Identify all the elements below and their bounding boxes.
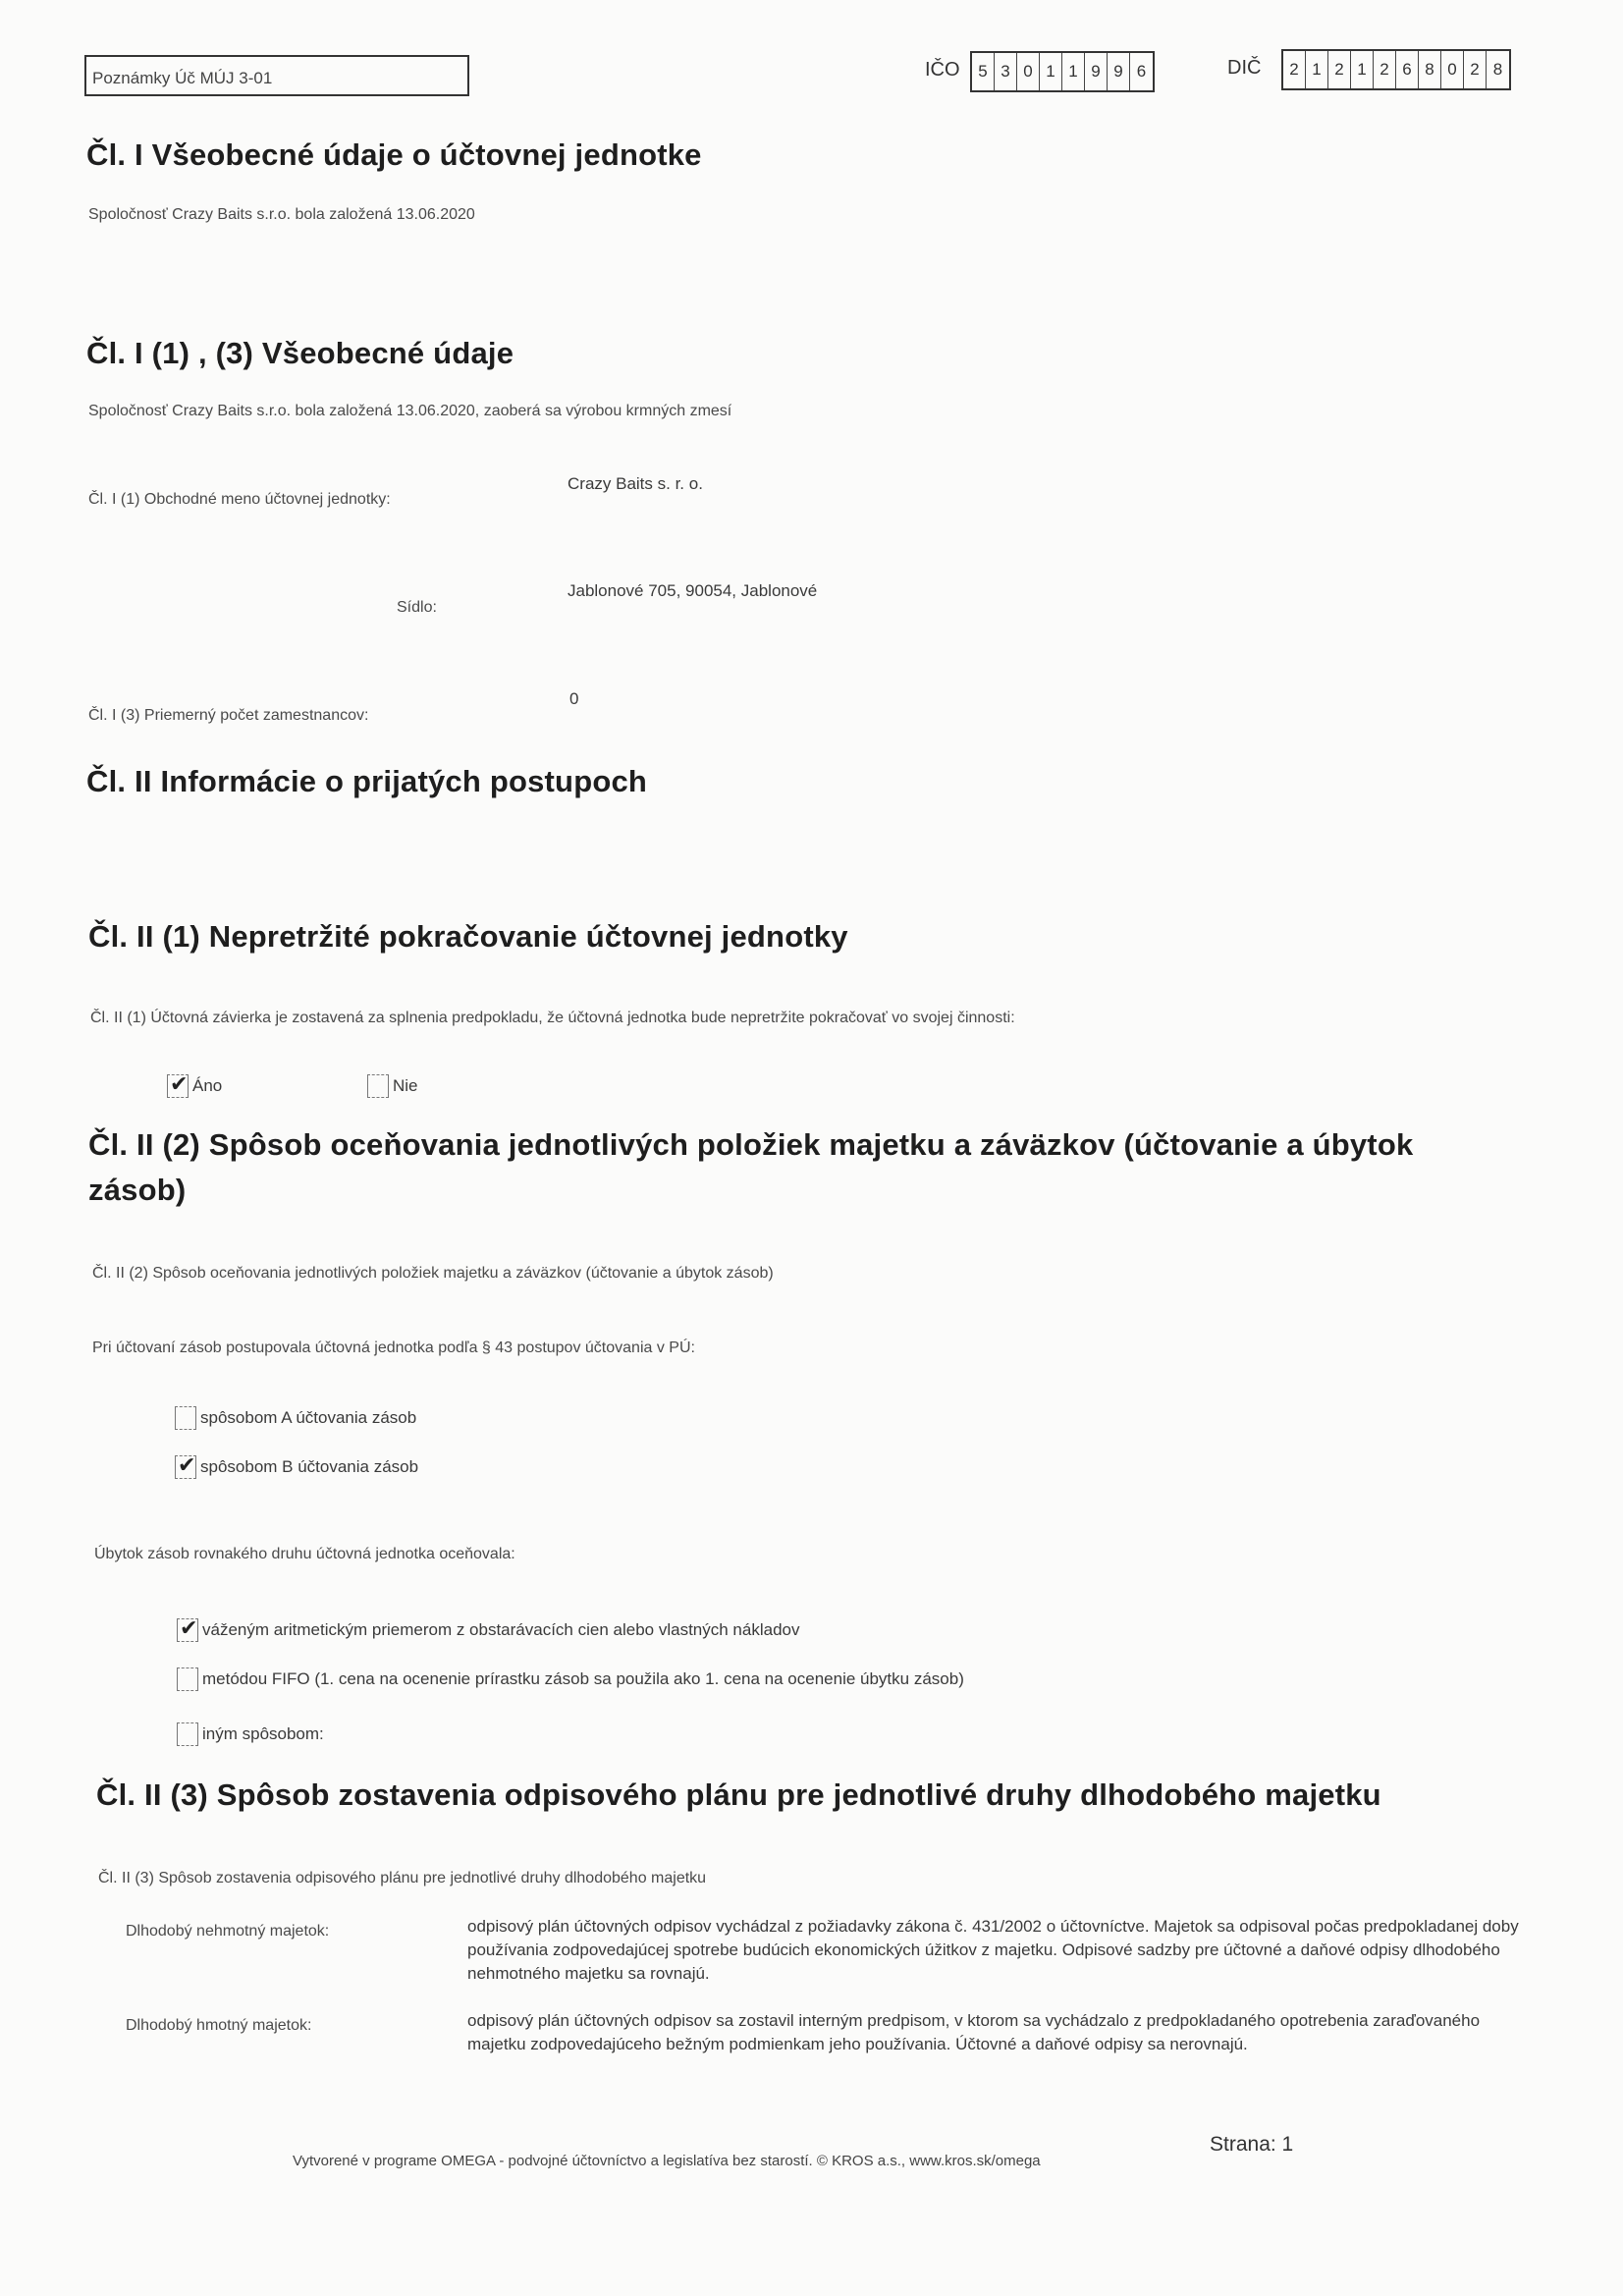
ico-label: IČO: [925, 59, 960, 81]
fifo-option[interactable]: [177, 1667, 964, 1691]
going-concern-no-label: Nie: [393, 1076, 418, 1095]
dic-digit: 2: [1283, 51, 1306, 88]
dic-digit: 8: [1419, 51, 1441, 88]
section-ii-3-title: Čl. II (3) Spôsob zostavenia odpisového plánu pre jednotlivé druhy dlhodobého majetku: [96, 1777, 1381, 1812]
fifo-label: metódou FIFO (1. cena na ocenenie prírastku zásob sa použila ako 1. cena na ocenenie úbytku zásob): [202, 1669, 964, 1688]
other-method-option[interactable]: [177, 1722, 324, 1746]
dic-label: DIČ: [1227, 57, 1262, 79]
method-b-option[interactable]: [175, 1455, 418, 1479]
company-name-label: Čl. I (1) Obchodné meno účtovnej jednotky:: [88, 491, 391, 508]
intangible-label: Dlhodobý nehmotný majetok:: [126, 1923, 330, 1940]
ico-digit: 3: [995, 53, 1017, 90]
section-ii-1-text: Čl. II (1) Účtovná závierka je zostavená za splnenia predpokladu, že účtovná jednotka bude nepretržite pokračovať vo svojej činnosti:: [90, 1010, 1015, 1026]
weighted-average-label: váženým aritmetickým priemerom z obstarávacích cien alebo vlastných nákladov: [202, 1620, 800, 1639]
checkbox-empty-icon[interactable]: [177, 1722, 198, 1746]
ico-digit: 5: [972, 53, 995, 90]
weighted-average-option[interactable]: [177, 1618, 799, 1642]
dic-digit: 1: [1306, 51, 1328, 88]
seat-value: Jablonové 705, 90054, Jablonové: [568, 581, 818, 600]
ico-digit: 9: [1108, 53, 1130, 90]
ico-digit: 6: [1136, 62, 1147, 81]
ico-digit: 9: [1085, 53, 1108, 90]
section-ii-2-title: Čl. II (2) Spôsob oceňovania jednotlivých položiek majetku a záväzkov (účtovanie a úbytok: [88, 1127, 1414, 1162]
ico-digit: 0: [1017, 53, 1040, 90]
method-a-option[interactable]: [175, 1406, 416, 1430]
other-method-label: iným spôsobom:: [202, 1724, 324, 1743]
section-i-text: Spoločnosť Crazy Baits s.r.o. bola založená 13.06.2020: [88, 206, 475, 223]
employees-value: 0: [569, 689, 579, 708]
dic-digit: 2: [1374, 51, 1396, 88]
ico-digit-boxes: [970, 51, 1155, 92]
ico-digit: 1: [1062, 53, 1085, 90]
dic-digit: 6: [1396, 51, 1419, 88]
checkbox-checked-icon[interactable]: [167, 1074, 189, 1098]
intangible-text: odpisový plán účtovných odpisov vychádzal z požiadavky zákona č. 431/2002 o účtovníctve. Majetok sa odpisoval počas predpokladanej doby používania zodpovedajúcej spotrebe budúcich ekonomických úžitkov z majetku. Odpisové sadzby pre účtovné a daňové odpisy dlhodobého nehmotného majetku sa rovnajú.: [467, 1917, 1519, 1983]
tangible-label: Dlhodobý hmotný majetok:: [126, 2017, 312, 2034]
dic-digit: 2: [1328, 51, 1351, 88]
dic-digit: 2: [1464, 51, 1487, 88]
inventory-intro: Pri účtovaní zásob postupovala účtovná jednotka podľa § 43 postupov účtovania v PÚ:: [92, 1339, 695, 1356]
going-concern-yes[interactable]: [167, 1074, 222, 1098]
section-i-1-3-title: Čl. I (1) , (3) Všeobecné údaje: [86, 336, 514, 370]
checkbox-checked-icon[interactable]: [175, 1455, 196, 1479]
form-label: Poznámky Úč MÚJ 3-01: [92, 69, 273, 87]
footer-created-by: Vytvorené v programe OMEGA - podvojné účtovníctvo a legislatíva bez starostí. © KROS a.s., www.kros.sk/omega: [293, 2153, 1041, 2169]
checkbox-empty-icon[interactable]: [177, 1667, 198, 1691]
section-i-title: Čl. I Všeobecné údaje o účtovnej jednotke: [86, 137, 702, 172]
method-a-label: spôsobom A účtovania zásob: [200, 1408, 417, 1427]
dic-digit: 1: [1351, 51, 1374, 88]
going-concern-no[interactable]: [367, 1074, 418, 1098]
section-ii-3-text: Čl. II (3) Spôsob zostavenia odpisového plánu pre jednotlivé druhy dlhodobého majetku: [98, 1870, 707, 1886]
checkbox-checked-icon[interactable]: [177, 1618, 198, 1642]
method-b-label: spôsobom B účtovania zásob: [200, 1457, 419, 1476]
section-ii-1-title: Čl. II (1) Nepretržité pokračovanie účtovnej jednotky: [88, 919, 848, 954]
page-number: Strana: 1: [1210, 2133, 1294, 2156]
company-name-value: Crazy Baits s. r. o.: [568, 474, 703, 493]
dic-digit: 8: [1492, 60, 1503, 79]
decrease-intro: Úbytok zásob rovnakého druhu účtovná jednotka oceňovala:: [94, 1546, 515, 1562]
checkbox-empty-icon[interactable]: [175, 1406, 196, 1430]
dic-digit-boxes: [1281, 49, 1511, 90]
section-i-1-3-text: Spoločnosť Crazy Baits s.r.o. bola založená 13.06.2020, zaoberá sa výrobou krmných zmesí: [88, 403, 732, 419]
form-label-box: [84, 55, 469, 96]
tangible-text: odpisový plán účtovných odpisov sa zostavil interným predpisom, v ktorom sa vychádzalo z predpokladaného opotrebenia zaraďovaného majetku zodpovedajúceho bežným podmienkam jeho používania. Účtovné a daňové odpisy sa nerovnajú.: [467, 2011, 1481, 2053]
going-concern-yes-label: Áno: [192, 1076, 223, 1095]
checkbox-empty-icon[interactable]: [367, 1074, 389, 1098]
ico-digit: 1: [1040, 53, 1062, 90]
dic-digit: 0: [1441, 51, 1464, 88]
section-ii-2-text: Čl. II (2) Spôsob oceňovania jednotlivých položiek majetku a záväzkov (účtovanie a úbytok zásob): [92, 1265, 774, 1282]
section-ii-title: Čl. II Informácie o prijatých postupoch: [86, 764, 648, 798]
seat-label: Sídlo:: [397, 599, 437, 616]
employees-label: Čl. I (3) Priemerný počet zamestnancov:: [88, 707, 369, 724]
section-ii-2-title-cont: zásob): [88, 1173, 187, 1207]
